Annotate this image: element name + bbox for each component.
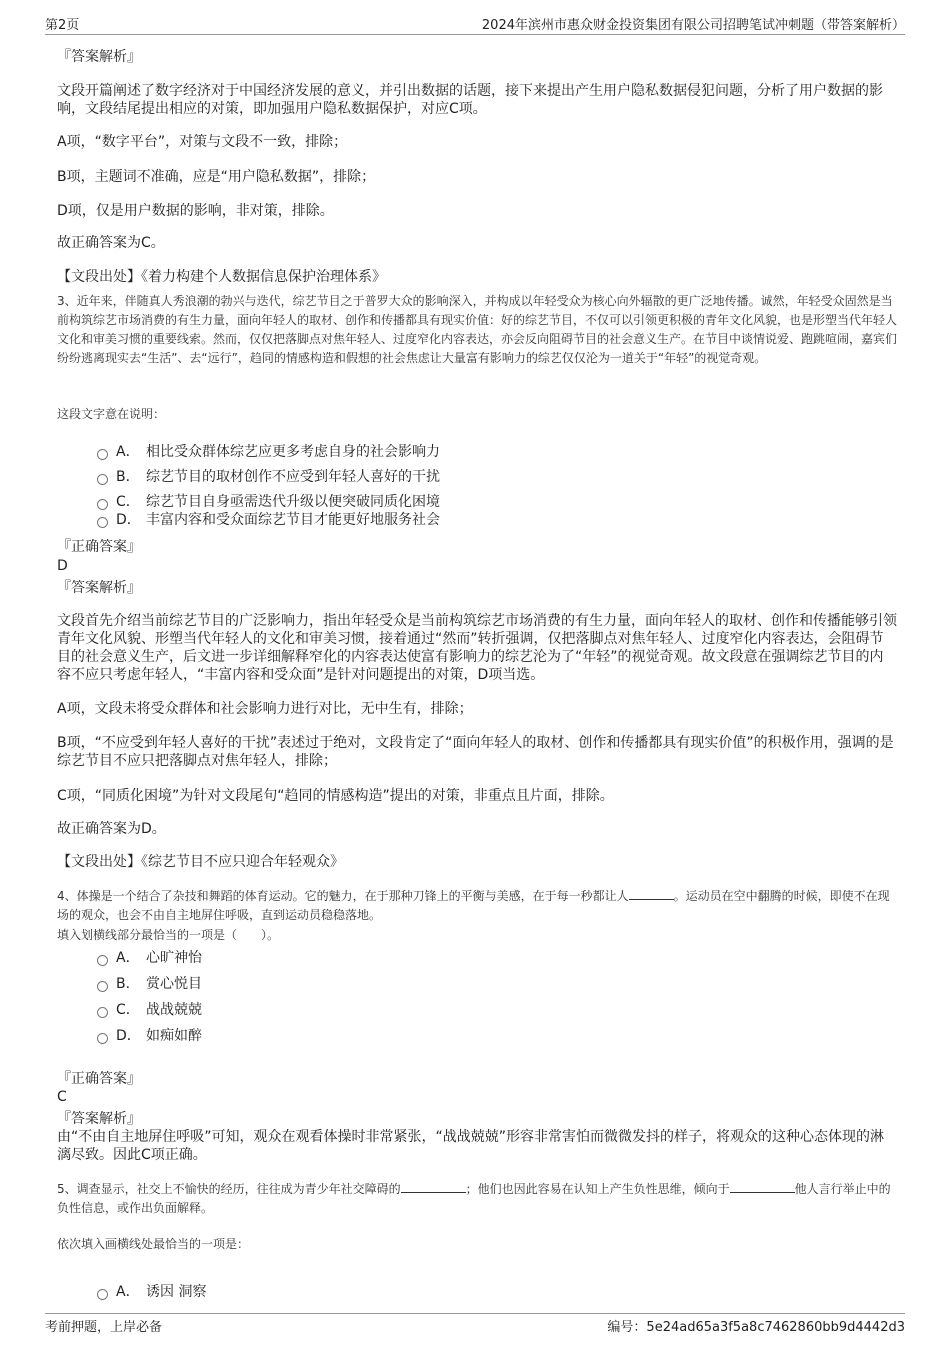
q3-option-a[interactable]: A． 相比受众群体综艺应更多考虑自身的社会影响力 — [97, 442, 440, 462]
page-footer — [45, 1313, 905, 1334]
q3-stem: 3、近年来，伴随真人秀浪潮的勃兴与迭代，综艺节目之于普罗大众的影响深入，并构成以年轻受众为核心向外辐散的更广泛地传播。诚然，年轻受众固然是当前构筑综艺市场消费的有生力量，面向年轻人的取材、创作和传播都具有现实价值：好的综艺节目，不仅可以引领更积极的青年文化风貌，也是形塑当代年轻人文化和审美习惯的重要线索。然而，仅仅把落脚点对焦年轻人、过度窄化内容表达，亦会反向阻碍节目的社会意义生产。在节目中谈情说爱、跑跳喧闹，嘉宾们纷纷逃离现实去“生活”、去“远行”，趋同的情感构造和假想的社会焦虑让大量富有影响力的综艺仅仅沦为一道关于“年轻”的视觉奇观。 — [57, 294, 898, 365]
page-number: 第2页 — [45, 18, 80, 33]
q4-prompt: 填入划横线部分最恰当的一项是（ ）。 — [57, 928, 280, 942]
q2-conclusion: 故正确答案为C。 — [57, 235, 165, 251]
q5-prompt: 依次填入画横线处最恰当的一项是： — [57, 1237, 250, 1251]
fill-blank — [730, 1180, 795, 1193]
radio-icon[interactable] — [97, 474, 108, 485]
radio-icon[interactable] — [97, 1033, 108, 1044]
radio-icon[interactable] — [97, 981, 108, 992]
radio-icon[interactable] — [97, 1289, 108, 1300]
q3-prompt: 这段文字意在说明： — [57, 407, 166, 421]
document-title: 2024年滨州市惠众财金投资集团有限公司招聘笔试冲刺题（带答案解析） — [481, 18, 905, 33]
fill-blank — [401, 1180, 466, 1193]
q3-option-d[interactable]: D． 丰富内容和受众面综艺节目才能更好地服务社会 — [97, 510, 440, 530]
footer-code: 编号：5e24ad65a3f5a8c7462860bb9d4442d3 — [607, 1320, 905, 1335]
radio-icon[interactable] — [97, 499, 108, 510]
q3-option-c-note: C项，“同质化困境”为针对文段尾句“趋同的情感构造”提出的对策，非重点且片面，排除。 — [57, 788, 614, 804]
q4-analysis-label: 『答案解析』 — [57, 1111, 141, 1127]
q4-option-b[interactable]: B． 赏心悦目 — [97, 974, 202, 994]
q4-analysis: 由“不由自主地屏住呼吸”可知，观众在观看体操时非常紧张，“战战兢兢”形容非常害怕而微微发抖的样子，将观众的这种心态体现的淋漓尽致。因此C项正确。 — [57, 1129, 885, 1163]
q4-stem: 4、体操是一个结合了杂技和舞蹈的体育运动。它的魅力，在于那种刀锋上的平衡与美感，在于每一秒都让人 。运动员在空中翻腾的时候，即使不在现场的观众，也会不由自主地屏住呼吸，直到运动员稳稳落地。 — [57, 889, 890, 922]
q2-option-a-note: A项，“数字平台”，对策与文段不一致，排除； — [57, 134, 348, 150]
q3-option-a-note: A项，文段未将受众群体和社会影响力进行对比，无中生有，排除； — [57, 701, 473, 717]
q3-source: 【文段出处】《综艺节目不应只迎合年轻观众》 — [57, 854, 344, 870]
q4-option-d[interactable]: D． 如痴如醉 — [97, 1026, 202, 1046]
q5-option-a[interactable]: A． 诱因 洞察 — [97, 1282, 206, 1302]
fill-blank — [629, 887, 674, 900]
q3-answer-label: 『正确答案』 — [57, 539, 141, 555]
radio-icon[interactable] — [97, 955, 108, 966]
q2-analysis: 文段开篇阐述了数字经济对于中国经济发展的意义，并引出数据的话题，接下来提出产生用户隐私数据侵犯问题，分析了用户数据的影响，文段结尾提出相应的对策，即加强用户隐私数据保护，对应C项。 — [57, 83, 883, 117]
q3-analysis: 文段首先介绍当前综艺节目的广泛影响力，指出年轻受众是当前构筑综艺市场消费的有生力量，面向年轻人的取材、创作和传播能够引领青年文化风貌、形塑当代年轻人的文化和审美习惯，接着通过“然而”转折强调，仅把落脚点对焦年轻人、过度窄化内容表达，会阻碍节目的社会意义生产，后文进一步详细解释窄化的内容表达使富有影响力的综艺沦为了“年轻”的视觉奇观。故文段意在强调综艺节目的内容不应只考虑年轻人，“丰富内容和受众面”是针对问题提出的对策，D项当选。 — [57, 613, 897, 683]
radio-icon[interactable] — [97, 449, 108, 460]
q3-analysis-label: 『答案解析』 — [57, 580, 141, 596]
q3-conclusion: 故正确答案为D。 — [57, 821, 166, 837]
q4-answer: C — [57, 1089, 67, 1105]
footer-slogan: 考前押题，上岸必备 — [45, 1320, 163, 1335]
q5-stem: 5、调查显示，社交上不愉快的经历，往往成为青少年社交障碍的 ；他们也因此容易在认知上产生负性思维，倾向于 他人言行举止中的负性信息，或作出负面解释。 — [57, 1182, 891, 1215]
page-header — [45, 12, 905, 35]
q2-source: 【文段出处】《着力构建个人数据信息保护治理体系》 — [57, 269, 386, 285]
q2-option-d-note: D项，仅是用户数据的影响，非对策，排除。 — [57, 203, 334, 219]
radio-icon[interactable] — [97, 1007, 108, 1018]
q4-option-a[interactable]: A． 心旷神怡 — [97, 948, 202, 968]
q3-answer: D — [57, 558, 68, 574]
q4-answer-label: 『正确答案』 — [57, 1071, 141, 1087]
q2-option-b-note: B项，主题词不准确，应是“用户隐私数据”，排除； — [57, 169, 376, 185]
q3-option-b[interactable]: B． 综艺节目的取材创作不应受到年轻人喜好的干扰 — [97, 467, 440, 487]
q4-option-c[interactable]: C． 战战兢兢 — [97, 1000, 202, 1020]
q3-option-c[interactable]: C． 综艺节目自身亟需迭代升级以便突破同质化困境 — [97, 492, 440, 512]
radio-icon[interactable] — [97, 517, 108, 528]
q2-analysis-label: 『答案解析』 — [57, 49, 141, 65]
q3-option-b-note: B项，“不应受到年轻人喜好的干扰”表述过于绝对，文段肯定了“面向年轻人的取材、创作和传播都具有现实价值”的积极作用，强调的是综艺节目不应只把落脚点对焦年轻人，排除； — [57, 735, 894, 769]
